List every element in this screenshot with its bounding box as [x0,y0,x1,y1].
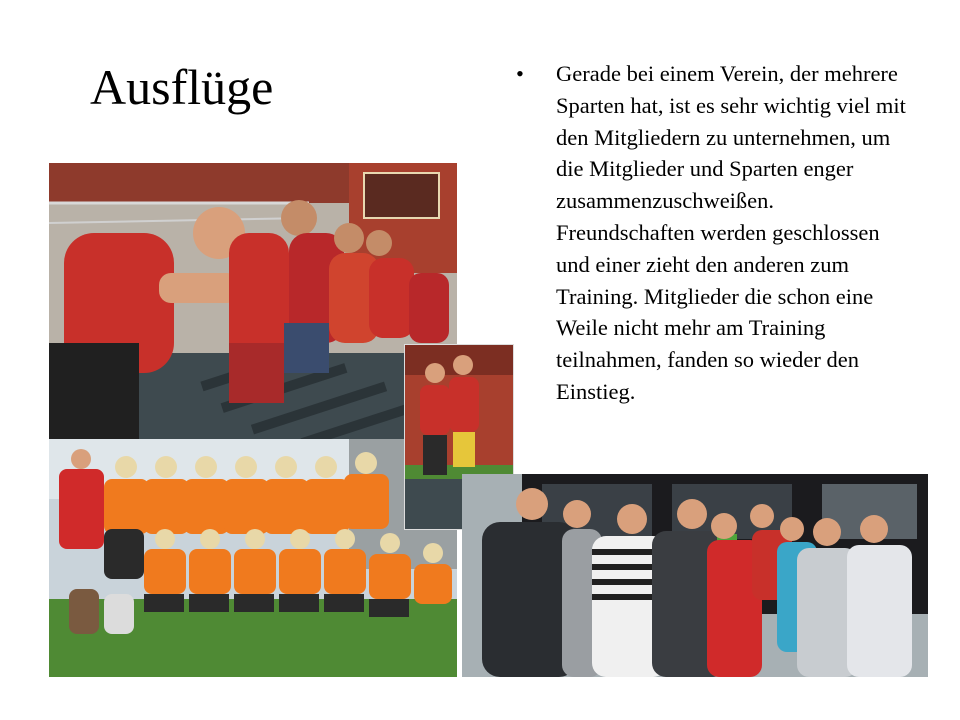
slide-title: Ausflüge [90,59,274,115]
photo-group-van [462,474,928,677]
bullet-marker: • [516,61,524,86]
body-paragraph: Gerade bei einem Verein, der mehrere Sparten hat, ist es sehr wichtig viel mit den Mitgliedern zu unternehmen, um die Mitglieder und Sparten enger zusammenzuschweißen. Freundschaften werden geschlossen und einer zieht den anderen zum Training. Mitglieder die schon eine Weile nicht mehr am Training teilnahmen, fanden so wieder den Einstieg. [556,61,906,404]
bullet-text-block [516,58,908,408]
photo-tiger-mask-group [49,439,457,677]
photo-water-activity [49,163,457,439]
